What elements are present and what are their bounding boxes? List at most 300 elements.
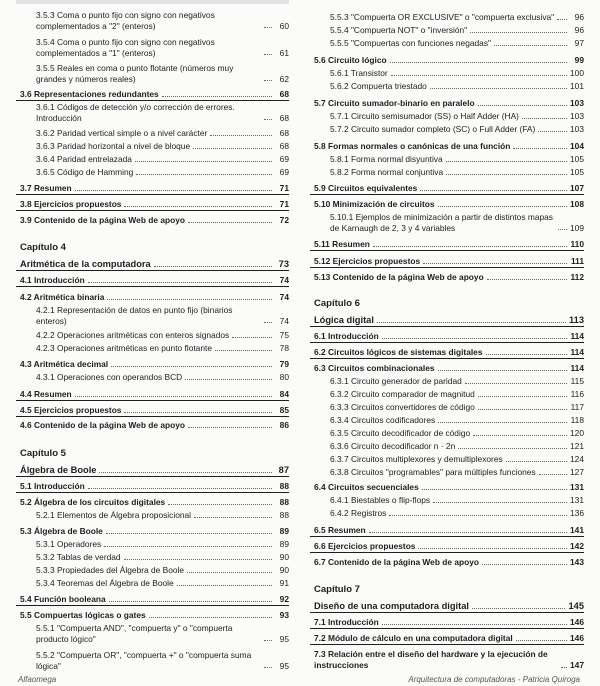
dot-leader (423, 263, 567, 264)
toc-entry-title: 3.5.5 Reales en coma o punto flotante (números muy grandes y números reales) (36, 63, 234, 84)
toc-entry-title: 3.6.3 Paridad horizontal a nivel de bloque (36, 141, 191, 151)
chapter-title-entry (310, 314, 584, 327)
toc-entry-title: 5.13 Contenido de la página Web de apoyo (314, 272, 484, 282)
toc-entry-title: 4.2 Aritmética binaria (20, 292, 105, 302)
toc-entry (310, 199, 584, 210)
dot-leader (185, 379, 272, 380)
dot-leader (264, 80, 272, 81)
toc-entry-title: 5.8.1 Forma normal disyuntiva (330, 154, 443, 164)
toc-entry-page: 103 (570, 111, 584, 121)
toc-entry (310, 141, 584, 152)
toc-entry-title: 5.2 Álgebra de los circuitos digitales (20, 497, 166, 507)
toc-entry-title: 3.6 Representaciones redundantes (20, 89, 159, 99)
toc-entry-title: 3.6.4 Paridad entrelazada (36, 154, 132, 164)
toc-entry-page: 96 (574, 25, 584, 35)
dot-leader (391, 75, 567, 76)
toc-entry (16, 128, 289, 139)
toc-entry-page: 74 (279, 315, 289, 326)
toc-entry-page: 89 (279, 539, 289, 549)
toc-entry (310, 363, 584, 374)
toc-entry-page: 108 (570, 199, 584, 209)
dot-leader (478, 396, 567, 397)
toc-entry-title: 5.7.2 Circuito sumador completo (SC) o Full Adder (FA) (330, 124, 536, 134)
toc-entry-title: 6.6 Ejercicios propuestos (314, 541, 416, 551)
dot-leader (154, 266, 272, 267)
toc-entry-page: 142 (570, 541, 584, 551)
dot-leader (487, 279, 567, 280)
toc-entry-page: 60 (279, 20, 289, 31)
toc-entry (310, 454, 584, 465)
toc-entry-page: 68 (279, 112, 289, 123)
toc-entry (310, 376, 584, 387)
toc-entry-title: 5.3.4 Teoremas del Álgebra de Boole (36, 578, 174, 588)
toc-entry (16, 539, 289, 550)
toc-entry (16, 330, 289, 341)
toc-entry-page: 97 (574, 38, 584, 48)
toc-entry-page: 143 (570, 557, 584, 567)
toc-entry-page: 89 (279, 526, 289, 536)
chapter-heading (16, 448, 289, 460)
toc-entry (310, 183, 584, 195)
toc-entry-title: 6.3 Circuitos combinacionales (314, 363, 435, 373)
dot-leader (561, 667, 567, 668)
dot-leader (558, 229, 567, 230)
dot-leader (107, 299, 272, 300)
toc-entry-page: 112 (570, 272, 584, 282)
toc-entry-page: 79 (279, 359, 289, 369)
toc-entry-page: 146 (570, 633, 584, 643)
dot-leader (264, 119, 272, 120)
dot-leader (88, 282, 272, 283)
dot-leader (188, 427, 272, 428)
toc-entry-page: 115 (570, 376, 584, 386)
toc-entry-page: 105 (570, 167, 584, 177)
toc-entry-title: 7.1 Introducción (314, 617, 379, 627)
toc-entry (16, 102, 289, 123)
toc-entry-title: 6.3.4 Circuitos codificadores (330, 415, 436, 425)
toc-entry-title: 5.5.1 "Compuerta AND", "compuerta y" o "compuerta producto lógico" (36, 623, 233, 644)
dot-leader (470, 32, 567, 33)
dot-leader (458, 448, 567, 449)
dot-leader (422, 489, 567, 490)
toc-entry-page: 90 (279, 565, 289, 575)
toc-entry-title: 5.11 Resumen (314, 239, 370, 249)
toc-entry (310, 272, 584, 283)
toc-entry (16, 275, 289, 287)
toc-entry (310, 25, 584, 36)
toc-entry-title: 5.3 Álgebra de Boole (20, 526, 103, 536)
toc-entry-title: 6.3.6 Circuito decodificador n · 2n (330, 441, 456, 451)
dot-leader (478, 105, 567, 106)
toc-entry-page: 101 (570, 81, 584, 91)
toc-entry (310, 81, 584, 92)
toc-entry-page: 69 (279, 167, 289, 177)
toc-entry-page: 116 (570, 389, 584, 399)
toc-entry-page: 141 (570, 525, 584, 535)
toc-entry (16, 623, 289, 644)
toc-entry-title: 5.3.2 Tablas de verdad (36, 552, 121, 562)
toc-entry-title: 5.7 Circuito sumador-binario en paralelo (314, 98, 475, 108)
toc-entry-title: 4.5 Ejercicios propuestos (20, 405, 122, 415)
toc-entry-page: 146 (570, 617, 584, 627)
toc-entry-page: 145 (568, 601, 584, 611)
toc-entry (310, 212, 584, 233)
dot-leader (377, 322, 566, 323)
toc-entry-page: 113 (569, 315, 584, 325)
toc-entry (310, 256, 584, 268)
toc-entry (16, 183, 289, 195)
toc-entry (16, 389, 289, 401)
dot-leader (149, 617, 272, 618)
toc-entry-title: 5.10.1 Ejemplos de minimización a partir de distintos mapas de Karnaugh de 2, 3 y 4 variables (330, 212, 553, 233)
footer-publisher: Alfaomega (18, 675, 57, 684)
toc-entry (310, 441, 584, 452)
dot-leader (430, 88, 567, 89)
toc-entry (16, 420, 289, 431)
dot-leader (472, 608, 566, 609)
dot-leader (104, 546, 272, 547)
toc-entry (310, 617, 584, 629)
toc-entry-page: 75 (279, 330, 289, 340)
toc-entry (16, 215, 289, 226)
dot-leader (177, 585, 272, 586)
chapter-title-entry (16, 258, 289, 271)
dot-leader (187, 572, 272, 573)
dot-leader (465, 383, 567, 384)
chapter-heading (310, 298, 584, 310)
toc-entry-title: 6.2 Circuitos lógicos de sistemas digitales (314, 347, 483, 357)
toc-entry-title: 6.3.1 Circuito generador de paridad (330, 376, 462, 386)
toc-entry-page: 84 (279, 389, 289, 399)
toc-entry (16, 63, 289, 84)
toc-entry-title: 7.2 Módulo de cálculo en una computadora digital (314, 633, 513, 643)
dot-leader (124, 412, 272, 413)
toc-entry-page: 105 (570, 154, 584, 164)
toc-entry-title: 3.9 Contenido de la página Web de apoyo (20, 215, 186, 225)
toc-entry (16, 89, 289, 101)
toc-entry-page: 111 (570, 256, 584, 266)
toc-entry-page: 131 (570, 482, 584, 492)
toc-entry-page: 80 (279, 372, 289, 382)
toc-entry-title: 5.5.3 "Compuerta OR EXCLUSIVE" o "compuerta exclusiva" (330, 12, 555, 22)
dot-leader (482, 564, 567, 565)
dot-leader (88, 488, 272, 489)
toc-entry-title: 3.6.1 Códigos de detección y/o corrección de errores. Introducción (36, 102, 235, 123)
toc-entry-title: 4.3 Aritmética decimal (20, 359, 109, 369)
toc-entry-title: 6.3.8 Circuitos "programables" para múltiples funciones (330, 467, 536, 477)
toc-entry (16, 167, 289, 178)
dot-leader (438, 206, 567, 207)
toc-entry (16, 359, 289, 370)
toc-entry-page: 136 (570, 508, 584, 518)
toc-entry (310, 239, 584, 251)
toc-entry-page: 120 (570, 428, 584, 438)
toc-entry (310, 467, 584, 478)
toc-entry-title: 6.3.2 Circuito comparador de magnitud (330, 389, 475, 399)
toc-entry (16, 405, 289, 417)
toc-entry (16, 37, 289, 58)
toc-entry-page: 68 (279, 89, 289, 99)
toc-entry-title: 5.7.1 Circuito semisumador (SS) o Half Adder (HA) (330, 111, 519, 121)
dot-leader (557, 19, 567, 20)
toc-entry-title: Lógica digital (314, 315, 374, 325)
toc-entry-page: 104 (570, 141, 584, 151)
toc-entry (310, 347, 584, 359)
toc-entry (16, 154, 289, 165)
toc-entry-page: 109 (570, 222, 584, 233)
toc-entry-title: 4.2.2 Operaciones aritméticas con enteros signados (36, 330, 230, 340)
toc-entry-title: 5.8 Formas normales o canónicas de una función (314, 141, 511, 151)
dot-leader (264, 27, 272, 28)
toc-entry-title: 4.3.1 Operaciones con operandos BCD (36, 372, 183, 382)
toc-entry (310, 111, 584, 122)
dot-leader (194, 517, 272, 518)
dot-leader (111, 366, 272, 367)
dot-leader (264, 54, 272, 55)
toc-entry-title: Álgebra de Boole (20, 465, 97, 475)
toc-entry-title: 5.3.3 Propiedades del Álgebra de Boole (36, 565, 185, 575)
toc-entry (310, 124, 584, 135)
toc-entry (310, 495, 584, 506)
dot-leader (390, 62, 567, 63)
toc-entry (16, 481, 289, 493)
toc-entry-page: 121 (570, 441, 584, 451)
toc-entry-title: 4.6 Contenido de la página Web de apoyo (20, 420, 186, 430)
toc-entry-page: 96 (574, 12, 584, 22)
toc-entry (310, 649, 584, 671)
dot-leader (494, 45, 567, 46)
toc-entry-page: 127 (570, 467, 584, 477)
toc-entry-title: 4.2.3 Operaciones aritméticas en punto flotante (36, 343, 212, 353)
toc-entry-title: 3.5.3 Coma o punto fijo con signo con negativos complementados a "2" (enteros) (36, 10, 215, 31)
toc-entry-page: 114 (570, 363, 584, 373)
dot-leader (538, 131, 567, 132)
dot-leader (264, 667, 272, 668)
toc-entry (16, 343, 289, 354)
toc-entry-title: 4.2.1 Representación de datos en punto fijo (binarios enteros) (36, 305, 233, 326)
toc-entry (310, 12, 584, 23)
toc-entry (310, 482, 584, 493)
dot-leader (188, 222, 272, 223)
dot-leader (373, 246, 567, 247)
toc-entry (16, 578, 289, 589)
toc-entry-page: 86 (279, 420, 289, 430)
toc-entry-page: 103 (570, 124, 584, 134)
dot-leader (438, 370, 567, 371)
dot-leader (109, 601, 272, 602)
toc-entry-page: 71 (279, 199, 289, 209)
dot-leader (162, 96, 272, 97)
toc-entry-page: 69 (279, 154, 289, 164)
toc-entry-title: 5.1 Introducción (20, 481, 85, 491)
dot-leader (264, 322, 272, 323)
toc-entry (16, 526, 289, 537)
toc-entry-title: 3.5.4 Coma o punto fijo con signo con negativos complementados a "1" (enteros) (36, 37, 215, 58)
toc-entry-title: 6.4 Circuitos secuenciales (314, 482, 419, 492)
toc-entry-title: 3.6.2 Paridad vertical simple o a nivel carácter (36, 128, 208, 138)
toc-entry-title: 5.5 Compuertas lógicas o gates (20, 610, 146, 620)
toc-entry-page: 114 (570, 331, 584, 341)
dot-leader (99, 472, 272, 473)
dot-leader (75, 190, 272, 191)
toc-entry (16, 610, 289, 621)
toc-entry-page: 107 (570, 183, 584, 193)
toc-entry-title: 5.5.4 "Compuerta NOT" o "inversión" (330, 25, 468, 35)
toc-entry-title: 5.6.2 Compuerta triestado (330, 81, 427, 91)
toc-entry-title: 5.10 Minimización de circuitos (314, 199, 435, 209)
toc-entry-page: 73 (278, 259, 289, 269)
toc-entry-title: 5.2.1 Elementos de Álgebra proposicional (36, 510, 192, 520)
dot-leader (124, 206, 272, 207)
toc-entry-title: 3.6.5 Código de Hamming (36, 167, 134, 177)
toc-entry-title: 5.6 Circuito lógico (314, 55, 387, 65)
toc-entry-page: 78 (279, 343, 289, 353)
toc-entry (16, 497, 289, 508)
toc-entry-title: 6.3.5 Circuito decodificador de código (330, 428, 471, 438)
dot-leader (106, 533, 272, 534)
toc-entry-page: 87 (278, 465, 289, 475)
toc-entry (16, 510, 289, 521)
toc-entry-title: Capítulo 7 (314, 584, 360, 595)
toc-entry-page: 88 (279, 510, 289, 520)
toc-entry-title: 6.1 Introducción (314, 331, 379, 341)
toc-entry-page: 74 (279, 275, 289, 285)
toc-entry-title: Capítulo 6 (314, 298, 360, 309)
toc-entry-title: 5.8.2 Forma normal conjuntiva (330, 167, 444, 177)
dot-leader (513, 148, 567, 149)
toc-entry-page: 114 (570, 347, 584, 357)
toc-entry (310, 508, 584, 519)
dot-leader (539, 474, 567, 475)
toc-entry-page: 62 (279, 73, 289, 84)
toc-entry (16, 305, 289, 326)
toc-entry-title: 6.7 Contenido de la página Web de apoyo (314, 557, 480, 567)
toc-entry (16, 594, 289, 606)
toc-entry-page: 100 (570, 68, 584, 78)
toc-entry (16, 10, 289, 31)
toc-entry-title: Aritmética de la computadora (20, 259, 151, 269)
toc-entry-title: 5.5.5 "Compuertas con funciones negadas" (330, 38, 491, 48)
toc-entry-page: 103 (570, 98, 584, 108)
toc-entry-page: 90 (279, 552, 289, 562)
toc-entry (16, 552, 289, 563)
dot-leader (136, 174, 272, 175)
dot-leader (382, 624, 567, 625)
toc-entry-title: 5.4 Función booleana (20, 594, 106, 604)
toc-entry (16, 199, 289, 211)
toc-entry-page: 117 (570, 402, 584, 412)
dot-leader (433, 502, 567, 503)
chapter-heading (16, 242, 289, 254)
toc-entry-title: 6.3.3 Circuitos convertidores de código (330, 402, 475, 412)
toc-entry-title: 4.4 Resumen (20, 389, 72, 399)
toc-entry-page: 118 (570, 415, 584, 425)
toc-entry-title: Capítulo 4 (20, 242, 66, 253)
toc-entry (16, 141, 289, 152)
dot-leader (75, 396, 272, 397)
toc-entry (310, 428, 584, 439)
toc-entry-page: 68 (279, 141, 289, 151)
chapter-heading (310, 584, 584, 596)
toc-entry-page: 88 (279, 481, 289, 491)
toc-entry-title: 6.3.7 Circuitos multiplexores y demultiplexores (330, 454, 503, 464)
footer-book-title: Arquitectura de computadoras - Patricia Quiroga (408, 675, 580, 684)
toc-entry-page: 68 (279, 128, 289, 138)
toc-entry (16, 372, 289, 383)
toc-entry-title: 5.9 Circuitos equivalentes (314, 183, 418, 193)
toc-entry (310, 331, 584, 343)
dot-leader (506, 461, 567, 462)
toc-entry (310, 402, 584, 413)
toc-entry (310, 55, 584, 66)
toc-entry-page: 72 (279, 215, 289, 225)
toc-entry-title: 6.4.1 Biestables o flip-flops (330, 495, 431, 505)
dot-leader (438, 422, 567, 423)
toc-entry-title: Diseño de una computadora digital (314, 601, 469, 611)
toc-entry-title: 6.5 Resumen (314, 525, 366, 535)
toc-entry (310, 389, 584, 400)
toc-entry-page: 61 (279, 47, 289, 58)
dot-leader (522, 118, 567, 119)
toc-entry (310, 557, 584, 568)
clipped-header-strip (16, 0, 289, 4)
dot-leader (369, 532, 567, 533)
dot-leader (446, 174, 567, 175)
toc-entry-title: 3.8 Ejercicios propuestos (20, 199, 122, 209)
dot-leader (124, 559, 272, 560)
toc-entry-title: 5.6.1 Transistor (330, 68, 388, 78)
toc-entry-title: 5.5.2 "Compuerta OR", "compuerta +" o "compuerta suma lógica" (36, 650, 252, 671)
chapter-title-entry (16, 464, 289, 477)
toc-entry-page: 124 (570, 454, 584, 464)
toc-entry (310, 541, 584, 553)
dot-leader (232, 337, 272, 338)
toc-entry-title: 5.3.1 Operadores (36, 539, 102, 549)
toc-entry-page: 131 (570, 495, 584, 505)
dot-leader (516, 640, 567, 641)
toc-entry-page: 147 (570, 660, 584, 670)
dot-leader (446, 161, 567, 162)
toc-entry-page: 74 (279, 292, 289, 302)
toc-entry (16, 292, 289, 303)
toc-entry (310, 167, 584, 178)
toc-entry-title: Capítulo 5 (20, 448, 66, 459)
dot-leader (264, 640, 272, 641)
dot-leader (486, 354, 568, 355)
toc-entry-page: 88 (279, 497, 289, 507)
toc-entry-title: 5.12 Ejercicios propuestos (314, 256, 421, 266)
toc-entry (16, 565, 289, 576)
toc-entry-page: 95 (279, 633, 289, 644)
toc-entry (310, 633, 584, 645)
dot-leader (215, 350, 272, 351)
toc-entry-page: 99 (574, 55, 584, 65)
dot-leader (478, 409, 567, 410)
toc-entry-page: 110 (570, 239, 584, 249)
toc-entry-page: 95 (279, 660, 289, 671)
toc-entry-page: 91 (279, 578, 289, 588)
dot-leader (168, 504, 272, 505)
toc-entry-title: 4.1 Introducción (20, 275, 85, 285)
toc-entry-title: 6.4.2 Registros (330, 508, 387, 518)
toc-entry (310, 415, 584, 426)
toc-entry-page: 92 (279, 594, 289, 604)
dot-leader (420, 190, 567, 191)
toc-entry (310, 38, 584, 49)
dot-leader (382, 338, 567, 339)
toc-entry (310, 525, 584, 537)
toc-entry (16, 650, 289, 671)
